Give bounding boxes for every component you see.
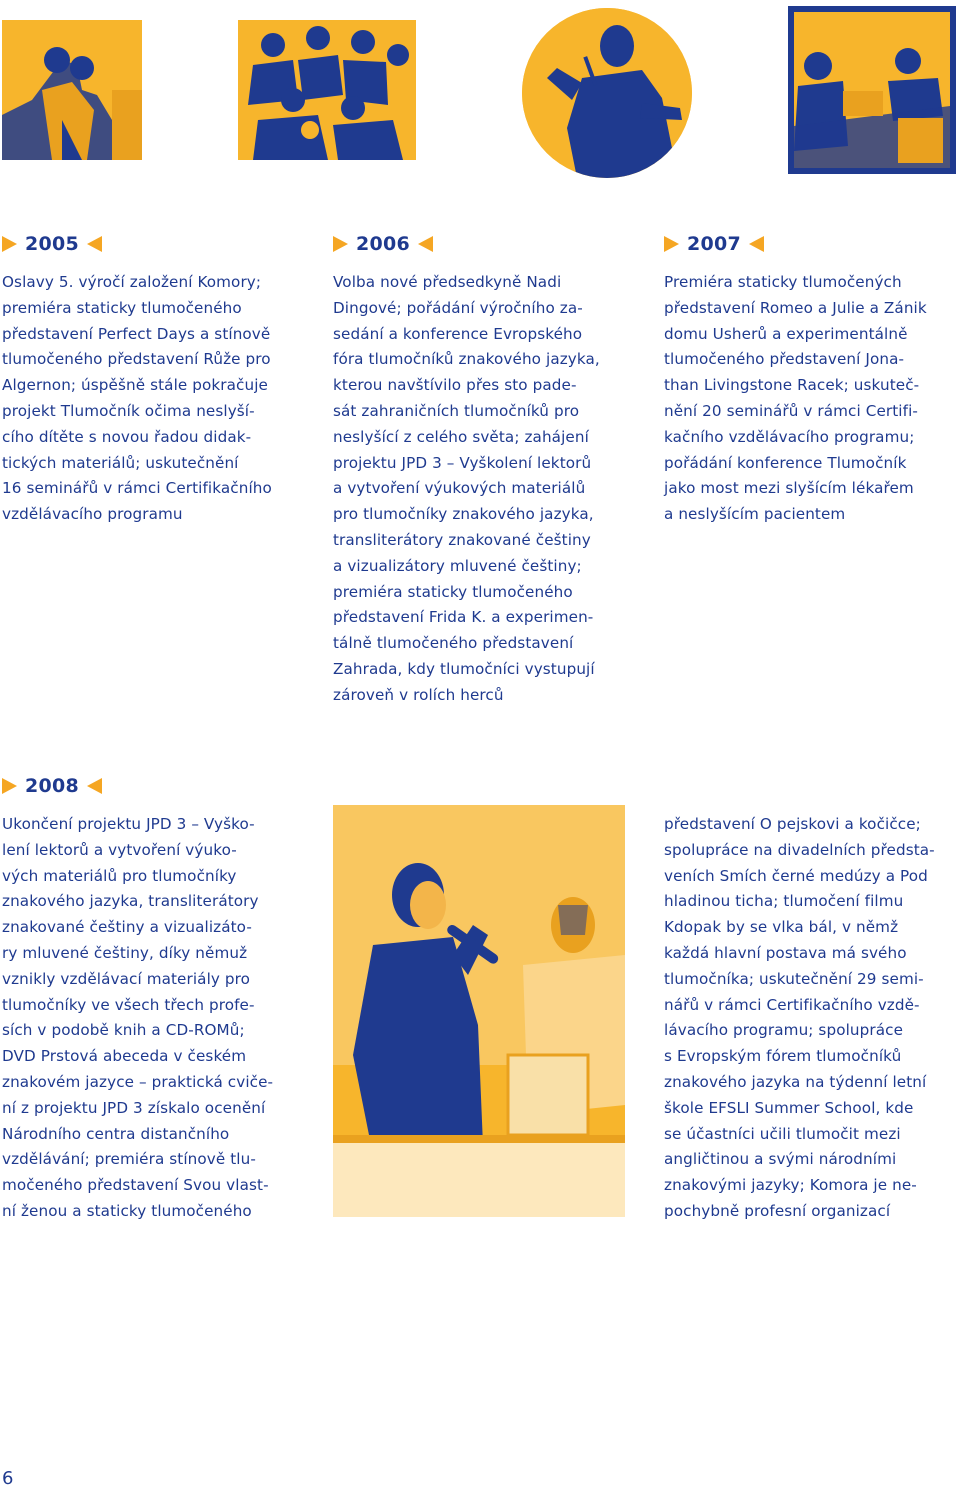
- arrow-right-icon: [2, 236, 17, 252]
- arrow-left-icon: [749, 236, 764, 252]
- arrow-right-icon: [333, 236, 348, 252]
- section-2005-text: Oslavy 5. výročí založení Komory; premiéra staticky tlumočeného představení Perfect Days a stínově tlumočeného představení Růže pro Algernon; úspěšně stále pokračuje projekt Tlumočník očima neslyší- cího dítěte s novou řadou didak- tických materiálů; uskutečnění 16 seminářů v rámci Certifikačního vzdělávacího programu: [2, 273, 272, 524]
- arrow-right-icon: [2, 778, 17, 794]
- arrow-left-icon: [418, 236, 433, 252]
- heading-2008: [2, 773, 102, 799]
- section-2007-text: Premiéra staticky tlumočených představení Romeo a Julie a Zánik domu Usherů a experimentálně tlumočeného představení Jona- than Livingstone Racek; uskuteč- nění 20 seminářů v rámci Certifi- kačního vzdělávacího programu; pořádání konference Tlumočník jako most mezi slyšícím lékařem a neslyšícím pacientem: [664, 273, 927, 524]
- year-label: 2006: [356, 233, 411, 255]
- page-number: 6: [2, 1468, 14, 1489]
- heading-2006: [333, 231, 433, 257]
- photo-interpreter-with-microphone: [522, 8, 692, 178]
- year-label: 2008: [25, 775, 80, 797]
- section-2008-text-continued: představení O pejskovi a kočičce; spolupráce na divadelních předsta- veních Smích černé medúzy a Pod hladinou ticha; tlumočení filmu Kdopak by se vlka bál, v němž každá hlavní postava má svého tlumočníka; uskutečnění 29 semi- nářů v rámci Certifikačního vzdě- lávacího programu; spolupráce s Evropským fórem tlumočníků znakového jazyka na týdenní letní škole EFSLI Summer School, kde se účastníci učili tlumočit mezi angličtinou a svými národními znakovými jazyky; Komora je ne- pochybně profesní organizací: [664, 815, 935, 1220]
- heading-2007: [664, 231, 764, 257]
- photo-two-people-hugging: [2, 20, 142, 160]
- arrow-right-icon: [664, 236, 679, 252]
- year-label: 2005: [25, 233, 80, 255]
- arrow-left-icon: [87, 778, 102, 794]
- section-2008-text: Ukončení projektu JPD 3 – Vyško- lení lektorů a vytvoření výuko- vých materiálů pro tlumočníky znakového jazyka, transliterátory znakované češtiny a vizualizáto- ry mluvené češtiny, díky němuž vznikly vzdělávací materiály pro tlumočníky ve všech třech profe- sích v podobě knih a CD-ROMů; DVD Prstová abeceda v českém znakovém jazyce – praktická cviče- ní z projektu JPD 3 získalo ocenění Národního centra distančního vzdělávání; premiéra stínově tlu- močeného představení Svou vlast- ní ženou a staticky tlumočeného: [2, 815, 274, 1220]
- year-label: 2007: [687, 233, 742, 255]
- photo-group-of-people: [238, 20, 416, 160]
- arrow-left-icon: [87, 236, 102, 252]
- photo-woman-with-microphone-and-man: [333, 805, 625, 1217]
- heading-2005: [2, 231, 102, 257]
- photo-people-at-table: [788, 6, 956, 174]
- section-2006-text: Volba nové předsedkyně Nadi Dingové; pořádání výročního za- sedání a konference Evropského fóra tlumočníků znakového jazyka, kterou navštívilo přes sto pade- sát zahraničních tlumočníků pro neslyšící z celého světa; zahájení projektu JPD 3 – Vyškolení lektorů a vytvoření výukových materiálů pro tlumočníky znakového jazyka, transliterátory znakované češtiny a vizualizátory mluvené češtiny; premiéra staticky tlumočeného představení Frida K. a experimen- tálně tlumočeného představení Zahrada, kdy tlumočníci vystupují zároveň v rolích herců: [333, 273, 600, 704]
